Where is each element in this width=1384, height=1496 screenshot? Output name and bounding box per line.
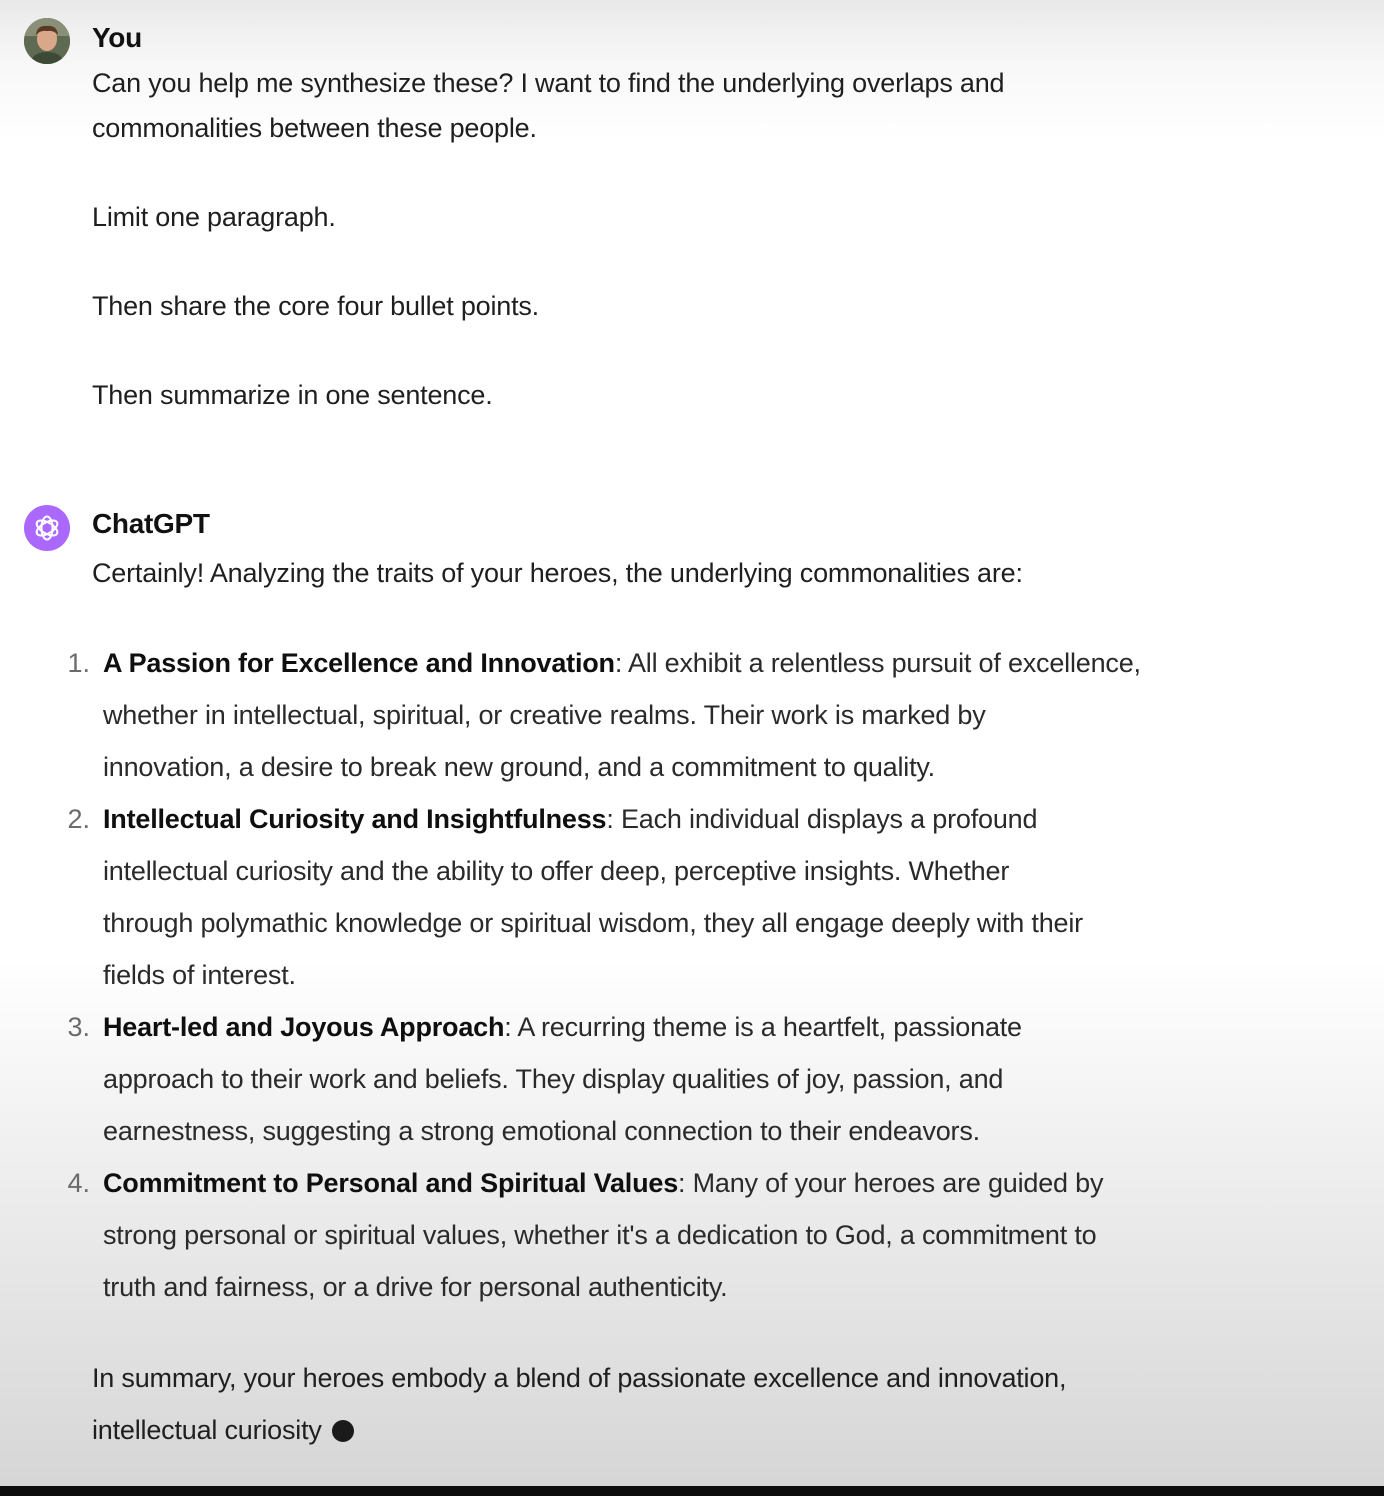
chatgpt-avatar	[24, 505, 70, 551]
list-item-title: Intellectual Curiosity and Insightfulness	[103, 804, 607, 834]
message-line: commonalities between these people.	[92, 113, 537, 143]
window-bottom-edge	[0, 1486, 1384, 1496]
list-item-first-line	[103, 793, 1083, 845]
user-paragraph-4	[92, 373, 493, 418]
list-item-line: fields of interest.	[103, 960, 296, 990]
assistant-author-name: ChatGPT	[92, 508, 210, 539]
list-item-text	[103, 1157, 1103, 1313]
message-line: Can you help me synthesize these? I want to find the underlying overlaps and	[92, 68, 1005, 98]
list-number: 4.	[67, 1168, 90, 1198]
list-number: 2.	[67, 804, 90, 834]
list-number: 3.	[67, 1012, 90, 1042]
list-item-desc: : All exhibit a relentless pursuit of excellence,	[614, 648, 1141, 678]
list-item-first-line	[103, 1157, 1103, 1209]
user-avatar	[24, 18, 70, 64]
list-item-title: Heart-led and Joyous Approach	[103, 1012, 505, 1042]
list-item-text	[103, 1001, 1022, 1157]
message-line: Then share the core four bullet points.	[92, 291, 539, 321]
list-item-title: A Passion for Excellence and Innovation	[103, 648, 615, 678]
list-item-title: Commitment to Personal and Spiritual Values	[103, 1168, 679, 1198]
list-item-desc: : A recurring theme is a heartfelt, passionate	[504, 1012, 1022, 1042]
user-paragraph-3	[92, 284, 539, 329]
user-avatar-photo-icon	[24, 18, 70, 64]
list-item-line: whether in intellectual, spiritual, or creative realms. Their work is marked by	[103, 700, 986, 730]
list-item-line: strong personal or spiritual values, whether it's a dedication to God, a commitment to	[103, 1220, 1097, 1250]
user-author-name: You	[92, 22, 142, 53]
message-line-last	[92, 1404, 1066, 1456]
list-item-line: earnestness, suggesting a strong emotional connection to their endeavors.	[103, 1116, 980, 1146]
list-number: 1.	[67, 648, 90, 678]
message-line: In summary, your heroes embody a blend of passionate excellence and innovation,	[92, 1363, 1067, 1393]
message-line: Limit one paragraph.	[92, 202, 336, 232]
list-item-desc: : Each individual displays a profound	[606, 804, 1038, 834]
list-item-line: innovation, a desire to break new ground, and a commitment to quality.	[103, 752, 935, 782]
list-item-text	[103, 637, 1141, 793]
streaming-cursor-icon	[332, 1420, 354, 1442]
assistant-intro	[92, 551, 1023, 596]
list-item-line: truth and fairness, or a drive for personal authenticity.	[103, 1272, 728, 1302]
message-line-text: intellectual curiosity	[92, 1415, 322, 1445]
list-item-line: intellectual curiosity and the ability to offer deep, perceptive insights. Whether	[103, 856, 1010, 886]
list-item-line: approach to their work and beliefs. They display qualities of joy, passion, and	[103, 1064, 1004, 1094]
message-line: Then summarize in one sentence.	[92, 380, 493, 410]
list-item-line: through polymathic knowledge or spiritual wisdom, they all engage deeply with their	[103, 908, 1083, 938]
assistant-summary	[92, 1352, 1066, 1456]
message-line: Certainly! Analyzing the traits of your heroes, the underlying commonalities are:	[92, 558, 1023, 588]
openai-logo-icon	[31, 512, 63, 544]
list-item-first-line	[103, 1001, 1022, 1053]
user-paragraph-1	[92, 61, 1004, 151]
list-item-text	[103, 793, 1083, 1001]
user-paragraph-2	[92, 195, 336, 240]
list-item-desc: : Many of your heroes are guided by	[678, 1168, 1104, 1198]
list-item-first-line	[103, 637, 1141, 689]
